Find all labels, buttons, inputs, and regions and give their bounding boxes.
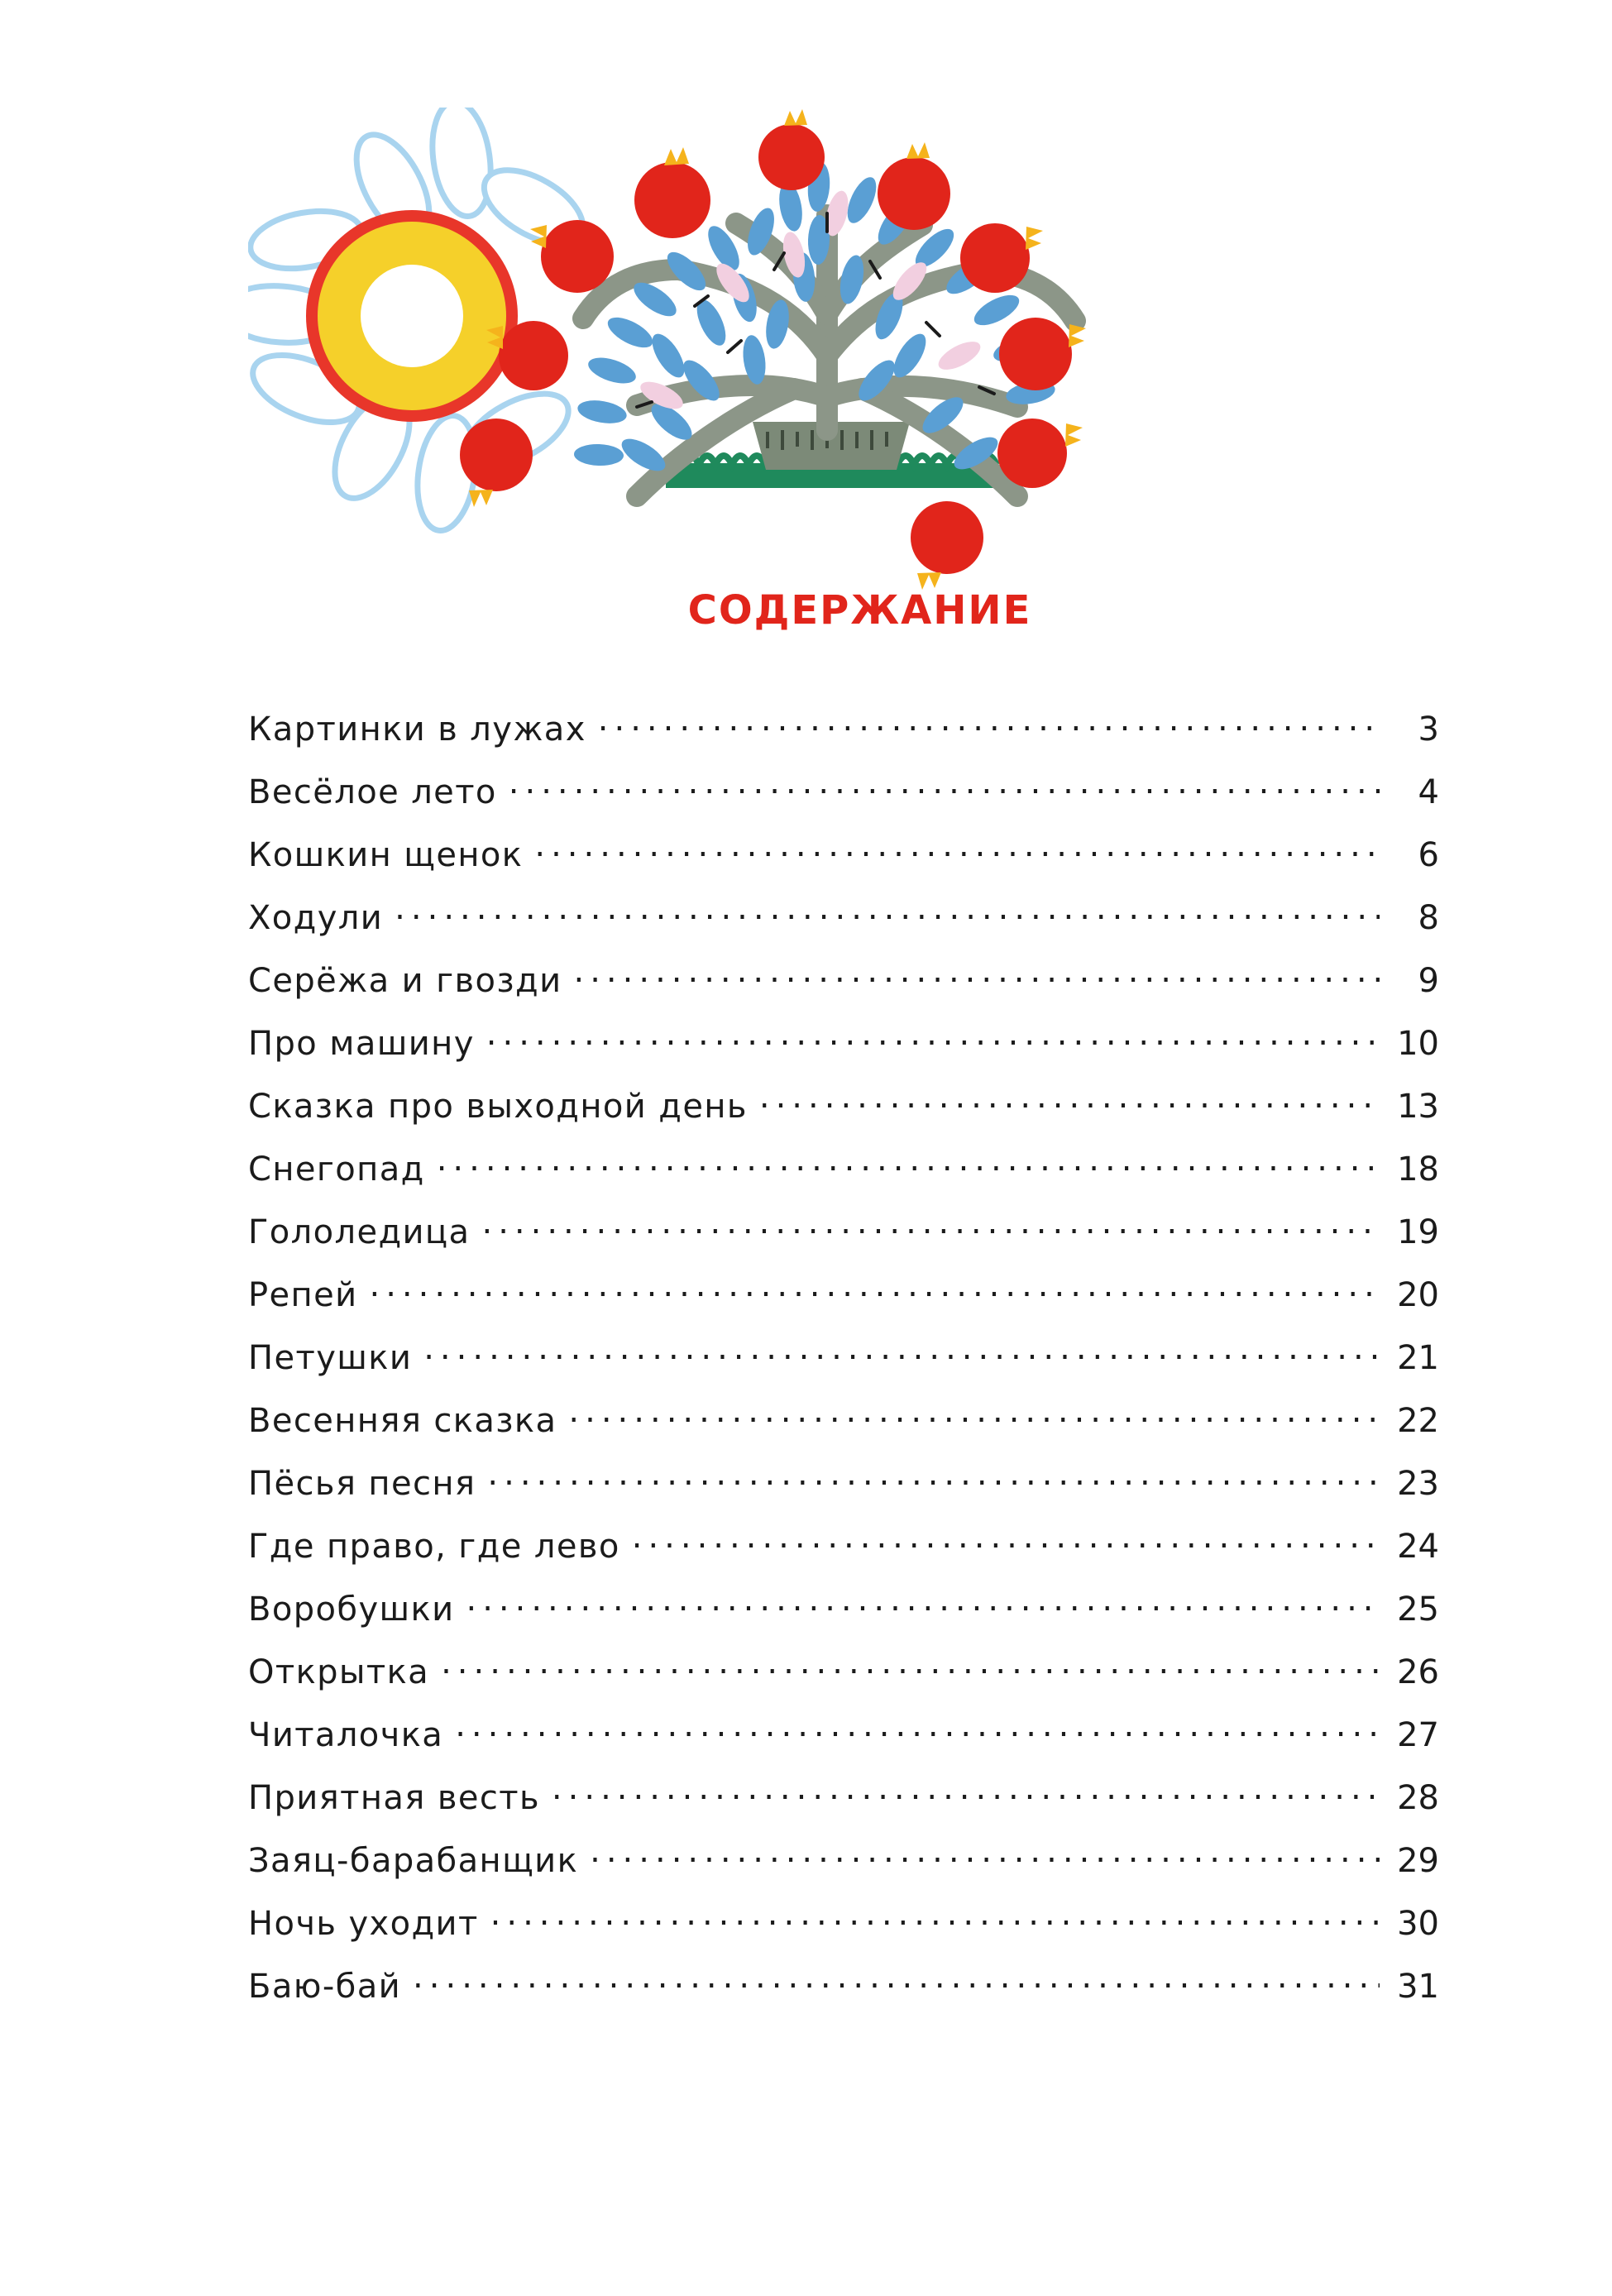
- toc-entry-page: 22: [1397, 1402, 1439, 1440]
- toc-entry-page: 20: [1397, 1276, 1439, 1314]
- daisy-flower-icon: [248, 108, 595, 534]
- toc-leader-dots: [487, 1461, 1380, 1495]
- toc-leader-dots: [455, 1713, 1380, 1746]
- toc-entry-title: Кошкин щенок: [248, 836, 524, 874]
- toc-entry-page: 27: [1397, 1716, 1439, 1754]
- table-of-contents: [248, 707, 1439, 2027]
- toc-leader-dots: [481, 1210, 1380, 1243]
- toc-leader-dots: [370, 1273, 1380, 1306]
- toc-entry-title: Читалочка: [248, 1716, 444, 1754]
- toc-leader-dots: [437, 1147, 1380, 1180]
- toc-entry[interactable]: [248, 1713, 1439, 1776]
- toc-entry[interactable]: [248, 1901, 1439, 1964]
- toc-entry-title: Где право, где лево: [248, 1528, 620, 1566]
- toc-entry[interactable]: [248, 833, 1439, 896]
- toc-entry-title: Сказка про выходной день: [248, 1088, 748, 1126]
- toc-entry-page: 18: [1397, 1150, 1439, 1189]
- toc-entry[interactable]: [248, 1210, 1439, 1273]
- toc-entry-title: Баю-бай: [248, 1968, 402, 2006]
- toc-entry[interactable]: [248, 1461, 1439, 1524]
- toc-entry-title: Гололедица: [248, 1213, 471, 1251]
- toc-leader-dots: [509, 770, 1380, 803]
- toc-entry[interactable]: [248, 1650, 1439, 1713]
- toc-leader-dots: [598, 707, 1380, 740]
- toc-leader-dots: [486, 1021, 1380, 1055]
- toc-leader-dots: [413, 1964, 1380, 1997]
- toc-entry-title: Серёжа и гвозди: [248, 962, 562, 1000]
- toc-entry-title: Репей: [248, 1276, 358, 1314]
- toc-entry-page: 31: [1397, 1968, 1439, 2006]
- toc-entry[interactable]: [248, 770, 1439, 833]
- toc-entry-page: 13: [1397, 1088, 1439, 1126]
- toc-entry-page: 28: [1397, 1779, 1439, 1817]
- toc-entry[interactable]: [248, 1399, 1439, 1461]
- toc-entry[interactable]: [248, 959, 1439, 1021]
- toc-entry[interactable]: [248, 1524, 1439, 1587]
- toc-entry[interactable]: [248, 1776, 1439, 1839]
- pomegranate-fruit-icon: [460, 109, 1086, 590]
- toc-entry-title: Воробушки: [248, 1590, 455, 1629]
- toc-entry-page: 6: [1418, 836, 1439, 874]
- toc-entry-page: 10: [1397, 1025, 1439, 1063]
- toc-entry[interactable]: [248, 1021, 1439, 1084]
- toc-leader-dots: [590, 1839, 1380, 1872]
- toc-entry[interactable]: [248, 1587, 1439, 1650]
- toc-leader-dots: [490, 1901, 1380, 1935]
- toc-entry-page: 24: [1397, 1528, 1439, 1566]
- toc-entry-title: Заяц-барабанщик: [248, 1842, 579, 1880]
- toc-entry[interactable]: [248, 1964, 1439, 2027]
- toc-entry-page: 8: [1418, 899, 1439, 937]
- toc-entry-page: 30: [1397, 1905, 1439, 1943]
- toc-entry-page: 26: [1397, 1653, 1439, 1691]
- toc-entry-page: 4: [1418, 773, 1439, 811]
- toc-leader-dots: [759, 1084, 1380, 1117]
- toc-leader-dots: [574, 959, 1380, 992]
- toc-entry-title: Петушки: [248, 1339, 413, 1377]
- toc-entry[interactable]: [248, 896, 1439, 959]
- toc-entry-page: 21: [1397, 1339, 1439, 1377]
- toc-leader-dots: [552, 1776, 1380, 1809]
- toc-entry[interactable]: [248, 1147, 1439, 1210]
- toc-entry-title: Весенняя сказка: [248, 1402, 557, 1440]
- toc-entry[interactable]: [248, 1839, 1439, 1901]
- toc-entry-title: Про машину: [248, 1025, 475, 1063]
- toc-entry-page: 3: [1418, 710, 1439, 749]
- toc-entry-title: Картинки в лужах: [248, 710, 586, 749]
- toc-entry-title: Ходули: [248, 899, 384, 937]
- toc-entry-page: 19: [1397, 1213, 1439, 1251]
- toc-entry-page: 25: [1397, 1590, 1439, 1629]
- toc-leader-dots: [395, 896, 1380, 929]
- toc-entry[interactable]: [248, 1336, 1439, 1399]
- toc-entry-title: Весёлое лето: [248, 773, 497, 811]
- toc-entry-title: Снегопад: [248, 1150, 425, 1189]
- toc-leader-dots: [534, 833, 1380, 866]
- toc-entry-title: Открытка: [248, 1653, 430, 1691]
- toc-leader-dots: [568, 1399, 1380, 1432]
- toc-entry[interactable]: [248, 1084, 1439, 1147]
- toc-leader-dots: [632, 1524, 1380, 1557]
- toc-entry-title: Ночь уходит: [248, 1905, 479, 1943]
- toc-entry-title: Пёсья песня: [248, 1465, 476, 1503]
- toc-leader-dots: [466, 1587, 1380, 1620]
- toc-entry[interactable]: [248, 1273, 1439, 1336]
- toc-leader-dots: [423, 1336, 1380, 1369]
- toc-entry-page: 9: [1418, 962, 1439, 1000]
- toc-entry[interactable]: [248, 707, 1439, 770]
- toc-entry-page: 29: [1397, 1842, 1439, 1880]
- page-title: СОДЕРЖАНИЕ: [687, 587, 1032, 634]
- toc-entry-page: 23: [1397, 1465, 1439, 1503]
- toc-leader-dots: [441, 1650, 1380, 1683]
- toc-entry-title: Приятная весть: [248, 1779, 540, 1817]
